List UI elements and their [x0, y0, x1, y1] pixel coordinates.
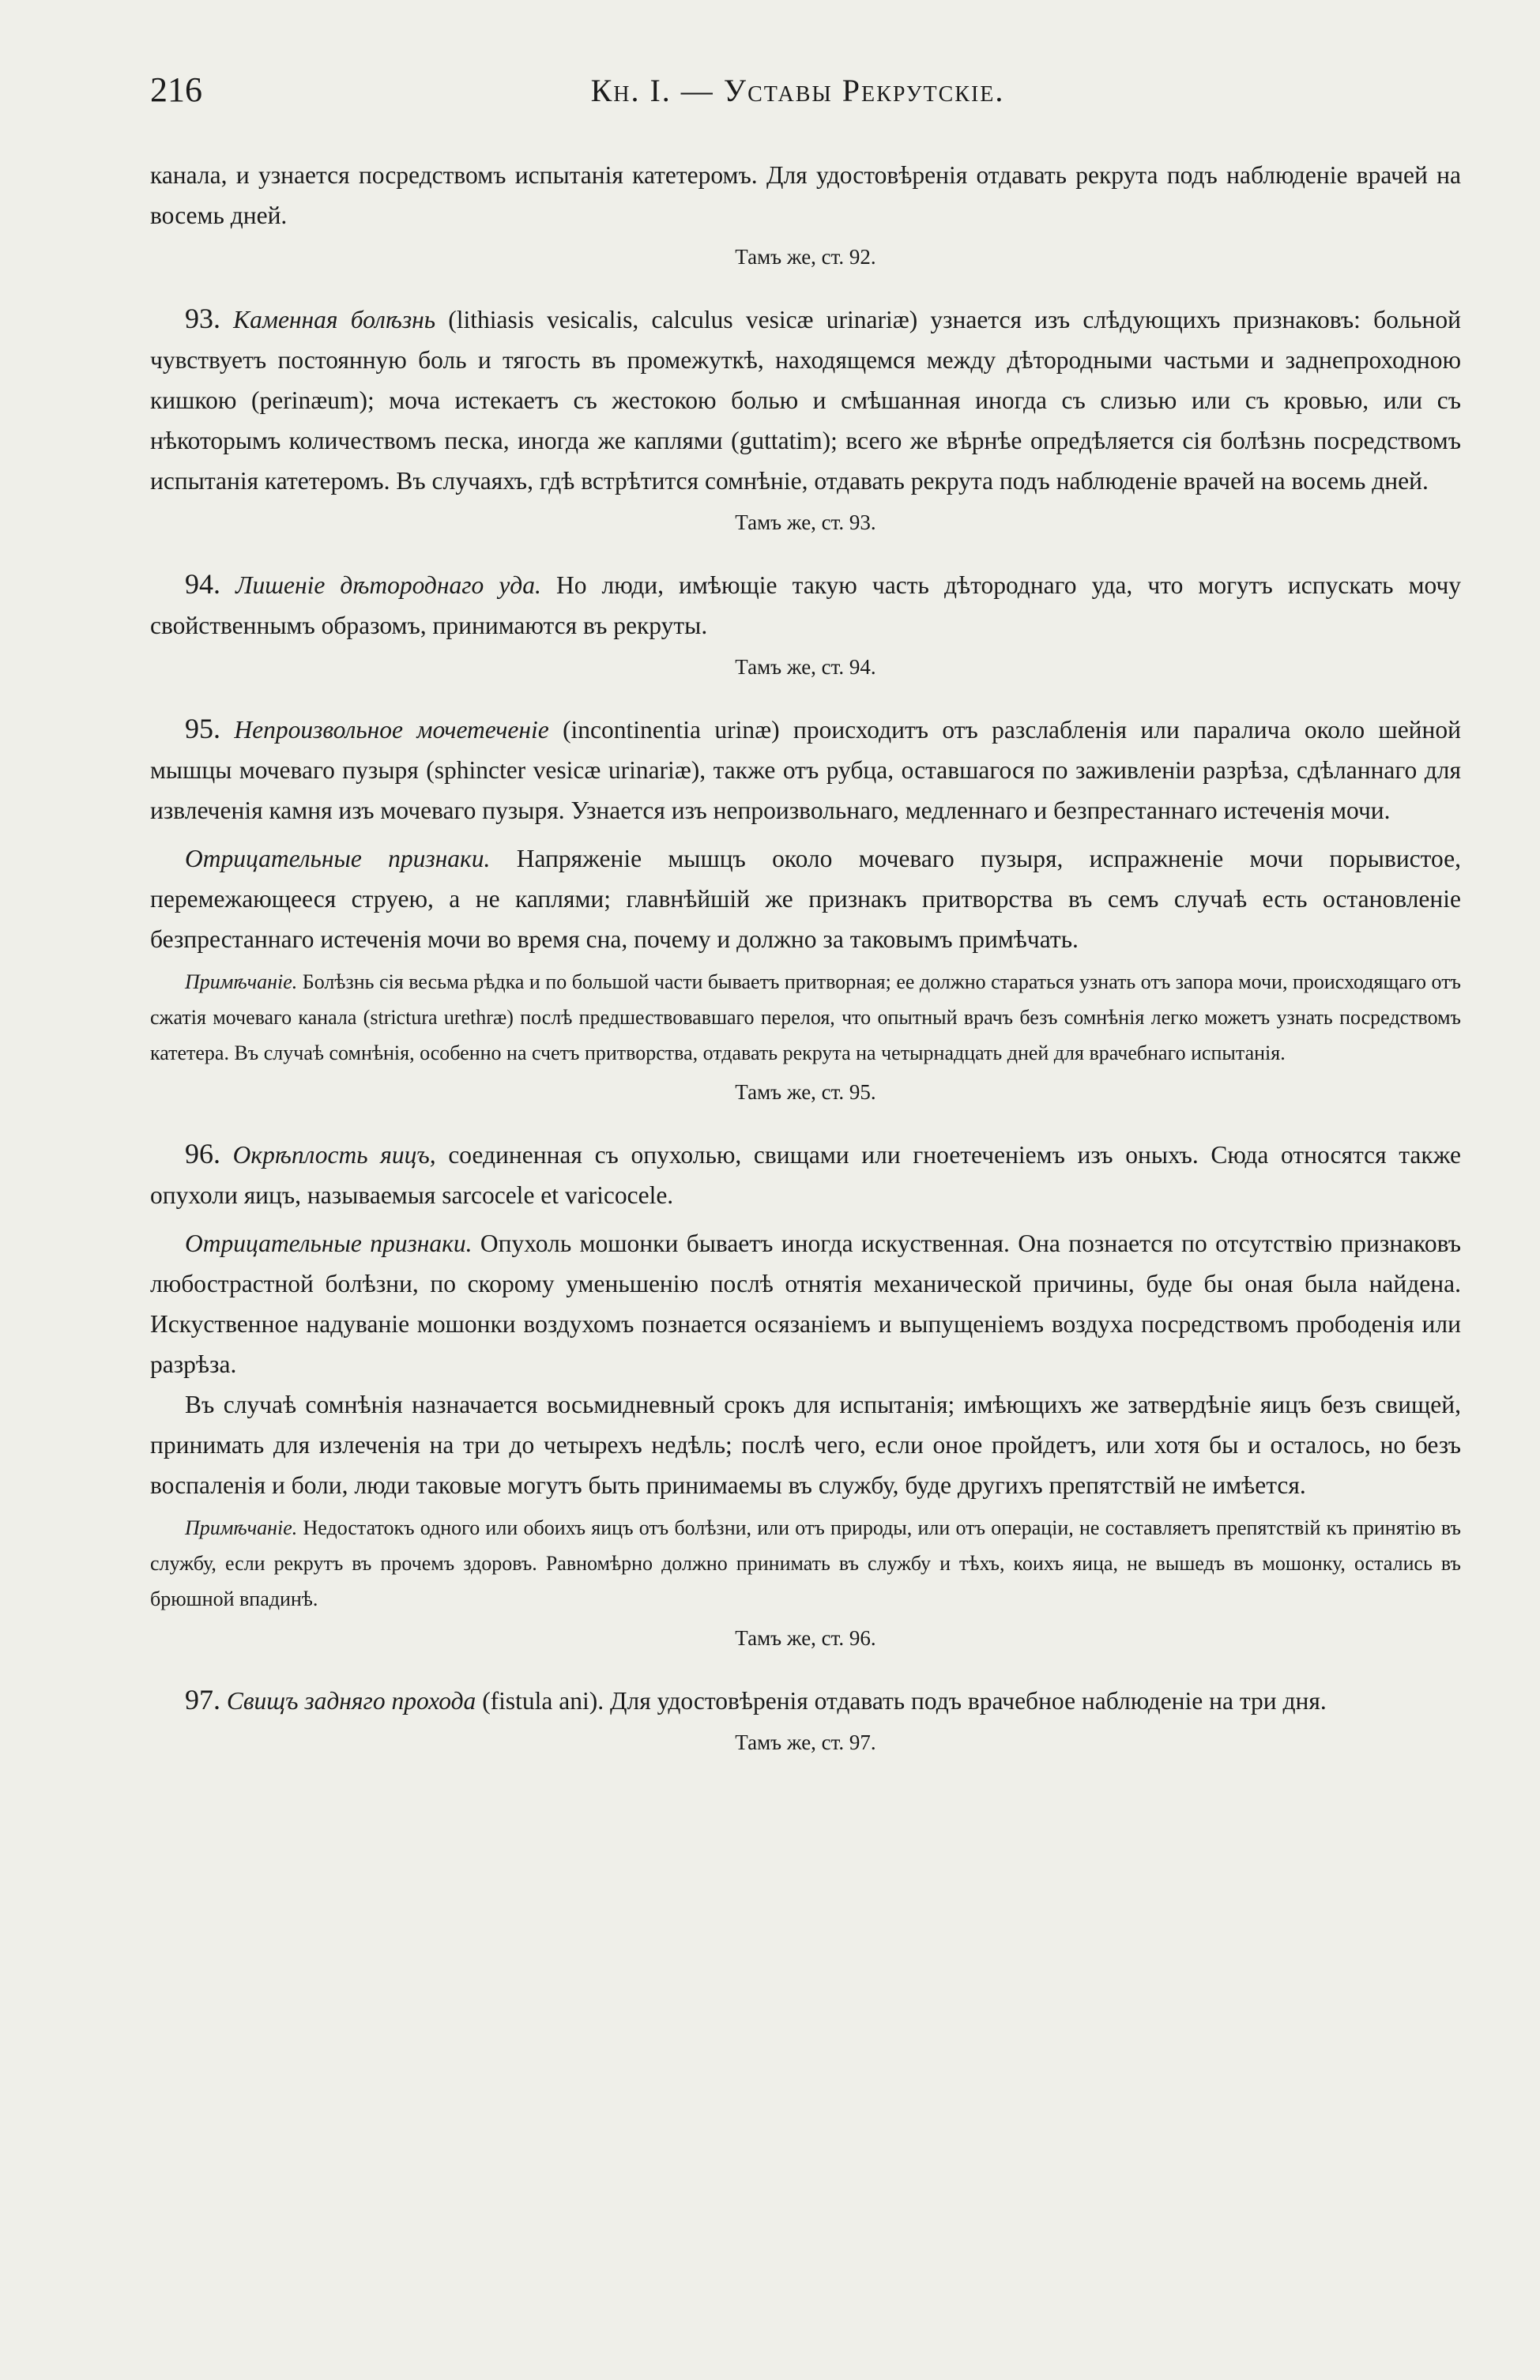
article-title: Лишеніе дѣтороднаго уда. — [235, 571, 541, 599]
page-number: 216 — [150, 70, 202, 109]
article-text: (lithiasis vesicalis, calculus vesicæ urinariæ) узнается изъ слѣдующихъ признаковъ: больной чувствуетъ постоянную боль и тягость въ промежуткѣ, находящемся между дѣтородными частьми и заднепроходною кишкою (perinæum); моча истекаетъ съ жестокою болью и смѣшанная иногда съ слизью или съ кровью, или съ нѣкоторымъ количествомъ песка, иногда же каплями (guttatim); всего же вѣрнѣе опредѣляется сія болѣзнь посредствомъ испытанія катетеромъ. Въ случаяхъ, гдѣ встрѣтится сомнѣніе, отдавать рекрута подъ наблюденіе врачей на восемь дней. — [150, 306, 1462, 495]
negative-signs-text: Напряженіе мышцъ около мочеваго пузыря, испражненіе мочи порывистое, перемежающееся струею, а не каплями; главнѣйшій же признакъ притворства въ семъ случаѣ есть остановленіе безпрестаннаго истеченія мочи во время сна, почему и должно за таковымъ примѣчать. — [150, 845, 1461, 953]
reference-92: Тамъ же, ст. 92. — [735, 245, 876, 269]
negative-signs-95 — [150, 838, 1461, 959]
note-label: Примѣчаніе. — [185, 1516, 298, 1539]
article-title: Каменная болѣзнь — [233, 306, 436, 333]
article-94 — [150, 564, 1461, 646]
negative-signs-label: Отрицательные признаки. — [185, 1230, 473, 1257]
article-97 — [150, 1680, 1461, 1721]
article-number: 96. — [185, 1138, 220, 1169]
article-number: 93. — [185, 303, 220, 334]
article-93 — [150, 299, 1461, 501]
negative-signs-96 — [150, 1223, 1461, 1384]
article-number: 97. — [185, 1684, 220, 1715]
running-title: Кн. I. — Уставы Рекрутскіе. — [590, 73, 1005, 108]
reference-95: Тамъ же, ст. 95. — [735, 1080, 876, 1104]
running-head — [150, 70, 1461, 117]
article-title: Непроизвольное мочетеченіе — [234, 716, 549, 744]
note-label: Примѣчаніе. — [185, 970, 298, 993]
article-text: соединенная съ опухолью, свищами или гноетеченіемъ изъ оныхъ. Сюда относятся также опухоли яицъ, называемыя sarcocele et varicocele. — [150, 1141, 1462, 1209]
reference-93: Тамъ же, ст. 93. — [735, 510, 876, 534]
article-title: Окрѣплость яицъ, — [232, 1141, 436, 1169]
note-95 — [150, 964, 1461, 1071]
article-number: 94. — [185, 568, 220, 600]
article-96 — [150, 1134, 1461, 1215]
reference-97: Тамъ же, ст. 97. — [735, 1730, 876, 1754]
article-95 — [150, 709, 1461, 830]
body-text — [150, 155, 1461, 1761]
paragraph-continued: канала, и узнается посредствомъ испытанія катетеромъ. Для удостовѣренія отдавать рекрута подъ наблюденіе врачей на восемь дней. — [150, 161, 1461, 229]
article-number: 95. — [185, 713, 220, 744]
article-text: (incontinentia urinæ) происходитъ отъ разслабленія или паралича около шейной мышцы мочеваго пузыря (sphincter vesicæ urinariæ), также отъ рубца, оставшагося по заживленіи разрѣза, сдѣланнаго для извлеченія камня изъ мочеваго пузыря. Узнается изъ непроизвольнаго, медленнаго и безпрестаннаго истеченія мочи. — [150, 716, 1461, 824]
reference-94: Тамъ же, ст. 94. — [735, 655, 876, 679]
reference-96: Тамъ же, ст. 96. — [735, 1626, 876, 1650]
negative-signs-text: Опухоль мошонки бываетъ иногда искуственная. Она познается по отсутствію признаковъ любострастной болѣзни, по скорому уменьшенію послѣ отнятія механической причины, буде бы оная была найдена. Искуственное надуваніе мошонки воздухомъ познается осязаніемъ и выпущеніемъ воздуха посредствомъ прободенія или разрѣза. — [150, 1230, 1461, 1378]
article-title: Свищъ задняго прохода — [226, 1687, 476, 1715]
note-text: Болѣзнь сія весьма рѣдка и по большой части бываетъ притворная; ее должно стараться узнать отъ запора мочи, происходящаго отъ сжатія мочеваго канала (strictura urethræ) послѣ предшествовавшаго перелоя, что опытный врачъ безъ сомнѣнія легко можетъ узнать посредствомъ катетера. Въ случаѣ сомнѣнія, особенно на счетъ притворства, отдавать рекрута на четырнадцать дней для врачебнаго испытанія. — [150, 970, 1461, 1064]
article-text: (fistula ani). Для удостовѣренія отдавать подъ врачебное наблюденіе на три дня. — [482, 1687, 1327, 1715]
note-96 — [150, 1510, 1461, 1617]
article-96-continued: Въ случаѣ сомнѣнія назначается восьмидневный срокъ для испытанія; имѣющихъ же затвердѣніе яицъ безъ свищей, принимать для излеченія на три до четырехъ недѣль; послѣ чего, если оное пройдетъ, или хотя бы и осталось, но безъ воспаленія и боли, люди таковые могутъ быть принимаемы въ службу, буде другихъ препятствій не имѣется. — [150, 1391, 1461, 1499]
negative-signs-label: Отрицательные признаки. — [185, 845, 491, 872]
note-text: Недостатокъ одного или обоихъ яицъ отъ болѣзни, или отъ природы, или отъ операціи, не составляетъ препятствій къ принятію въ службу, если рекрутъ въ прочемъ здоровъ. Равномѣрно должно принимать въ службу и тѣхъ, коихъ яица, не вышедъ въ мошонку, остались въ брюшной впадинѣ. — [150, 1516, 1461, 1610]
article-text: Но люди, имѣющіе такую часть дѣтороднаго уда, что могутъ испускать мочу свойственнымъ образомъ, принимаются въ рекруты. — [150, 571, 1462, 639]
